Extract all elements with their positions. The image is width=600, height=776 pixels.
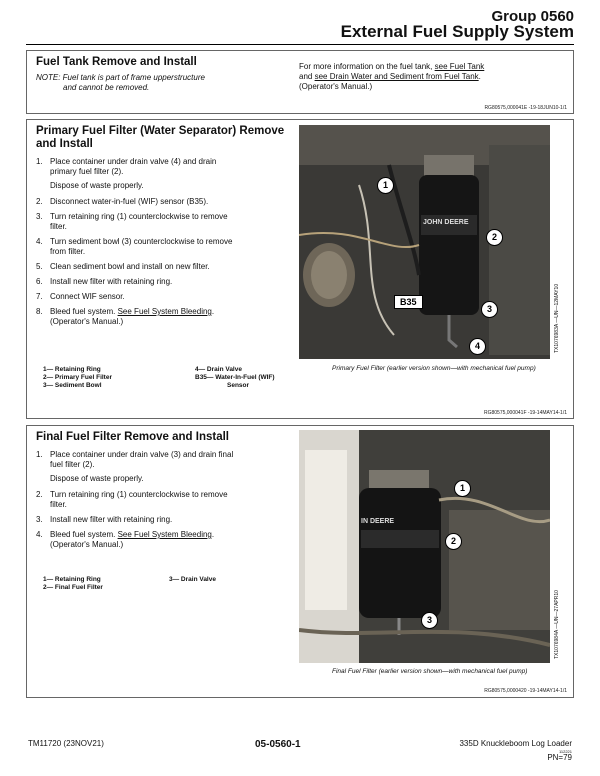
step-text: Place container under drain valve (4) and drain <box>50 157 217 166</box>
photo-illustration <box>299 430 550 663</box>
callout-1: 1 <box>377 177 394 194</box>
step-text: (Operator's Manual.) <box>50 540 124 549</box>
footer-tiny-code: 112221 <box>558 749 572 754</box>
step-text: filter. <box>50 500 67 509</box>
info-line-2 <box>299 72 569 82</box>
legend-item: 3— Drain Valve <box>169 576 216 583</box>
dispose-note: Dispose of waste properly. <box>50 474 144 483</box>
callout-2: 2 <box>486 229 503 246</box>
step-text: . <box>211 530 215 539</box>
see-fuel-tank-link[interactable]: see Fuel Tank <box>434 62 485 71</box>
step-text: fuel filter (2). <box>50 460 95 469</box>
step-text: Turn retaining ring (1) counterclockwise to remove <box>50 212 228 221</box>
step-number: 7. <box>36 292 43 301</box>
section-title-line-2: and Install <box>36 138 93 150</box>
fuel-system-bleeding-link[interactable]: See Fuel System Bleeding <box>117 307 212 316</box>
step-5 <box>36 262 288 272</box>
step-8 <box>36 307 288 327</box>
section-title-line-1: Primary Fuel Filter (Water Separator) Remove <box>36 125 285 137</box>
footer-doc-id: TM11720 (23NOV21) <box>28 739 104 748</box>
photo-id: TX1076983A —UN—12MAY10 <box>554 283 560 353</box>
section-title: Final Fuel Filter Remove and Install <box>36 431 229 443</box>
legend-right <box>169 576 216 584</box>
step-2 <box>36 490 292 510</box>
step-text: Disconnect water-in-fuel (WIF) sensor (B35). <box>50 197 209 206</box>
primary-fuel-filter-photo <box>299 125 550 359</box>
legend-item: 3— Sediment Bowl <box>43 382 102 389</box>
callout-b35: B35 <box>394 295 423 309</box>
legend-item: B35— Water-In-Fuel (WIF) <box>195 374 275 381</box>
step-number: 8. <box>36 307 43 316</box>
step-text: Turn retaining ring (1) counterclockwise to remove <box>50 490 228 499</box>
footer-machine: 335D Knuckleboom Log Loader <box>459 739 572 748</box>
step-7 <box>36 292 288 302</box>
legend-left <box>43 576 103 592</box>
step-text: Bleed fuel system. <box>50 530 118 539</box>
info-line-3: (Operator's Manual.) <box>299 82 373 91</box>
section-final-filter <box>26 425 574 698</box>
legend-right <box>195 366 275 390</box>
note-line-1: NOTE: Fuel tank is part of frame upperstructure <box>36 73 205 82</box>
photo-illustration <box>299 125 550 359</box>
step-3 <box>36 515 292 525</box>
step-text: Clean sediment bowl and install on new filter. <box>50 262 210 271</box>
step-number: 3. <box>36 212 43 221</box>
step-6 <box>36 277 288 287</box>
step-1 <box>36 157 288 177</box>
step-4 <box>36 530 292 550</box>
footer-pn: PN=79 <box>547 753 572 762</box>
step-text: Turn sediment bowl (3) counterclockwise to remove <box>50 237 233 246</box>
step-number: 5. <box>36 262 43 271</box>
legend-item: 2— Final Fuel Filter <box>43 584 103 591</box>
step-text: (Operator's Manual.) <box>50 317 124 326</box>
step-text: Connect WIF sensor. <box>50 292 125 301</box>
reference-code: RG80575,000041F -19-14MAY14-1/1 <box>483 410 567 416</box>
info-text: For more information on the fuel tank, <box>299 62 435 71</box>
note-line-2: and cannot be removed. <box>63 83 150 92</box>
section-primary-filter <box>26 119 574 419</box>
step-4 <box>36 237 288 257</box>
filter-brand-label: IN DEERE <box>361 518 395 525</box>
fuel-system-bleeding-link[interactable]: See Fuel System Bleeding <box>117 530 212 539</box>
step-text: primary fuel filter (2). <box>50 167 124 176</box>
legend-item: Sensor <box>227 382 250 389</box>
info-text: . <box>478 72 481 81</box>
callout-1: 1 <box>454 480 471 497</box>
section-fuel-tank <box>26 50 574 114</box>
callout-2: 2 <box>445 533 462 550</box>
legend-left <box>43 366 112 390</box>
step-number: 2. <box>36 490 43 499</box>
final-fuel-filter-photo <box>299 430 550 663</box>
procedure-steps <box>36 450 292 555</box>
legend-item: 4— Drain Valve <box>195 366 242 373</box>
legend-item: 1— Retaining Ring <box>43 576 101 583</box>
photo-caption: Final Fuel Filter (earlier version shown—with mechanical fuel pump) <box>332 668 528 675</box>
step-text <box>50 530 292 540</box>
step-2 <box>36 197 288 207</box>
info-text: and <box>299 72 315 81</box>
step-number: 4. <box>36 237 43 246</box>
procedure-steps <box>36 157 288 332</box>
legend-item: 1— Retaining Ring <box>43 366 101 373</box>
step-number: 3. <box>36 515 43 524</box>
header-rule <box>26 44 574 45</box>
reference-code: RG80575,0000420 -19-14MAY14-1/1 <box>484 688 567 694</box>
info-line-1 <box>299 62 569 72</box>
legend-item: 2— Primary Fuel Filter <box>43 374 112 381</box>
section-title: Fuel Tank Remove and Install <box>36 56 197 68</box>
step-text: Install new filter with retaining ring. <box>50 515 173 524</box>
filter-brand-label: JOHN DEERE <box>423 219 469 226</box>
callout-3: 3 <box>481 301 498 318</box>
group-number: Group 0560 <box>491 8 574 25</box>
footer-page-number: 05-0560-1 <box>255 739 301 750</box>
photo-id: TX1076984A —UN—27APR10 <box>554 590 560 659</box>
step-number: 2. <box>36 197 43 206</box>
photo-caption: Primary Fuel Filter (earlier version shown—with mechanical fuel pump) <box>332 365 536 372</box>
step-1 <box>36 450 292 470</box>
see-drain-water-link[interactable]: see Drain Water and Sediment from Fuel Tank <box>314 72 479 81</box>
step-text <box>50 307 288 317</box>
step-number: 4. <box>36 530 43 539</box>
step-number: 1. <box>36 450 43 459</box>
step-text: filter. <box>50 222 67 231</box>
reference-code: RG80575,000041E -19-18JUN10-1/1 <box>484 105 567 111</box>
step-3 <box>36 212 288 232</box>
step-text: . <box>211 307 215 316</box>
dispose-note: Dispose of waste properly. <box>50 181 144 190</box>
step-text: Install new filter with retaining ring. <box>50 277 173 286</box>
page-title: External Fuel Supply System <box>340 22 574 41</box>
callout-3: 3 <box>421 612 438 629</box>
callout-4: 4 <box>469 338 486 355</box>
step-number: 1. <box>36 157 43 166</box>
step-text: Place container under drain valve (3) and drain final <box>50 450 234 459</box>
step-text: Bleed fuel system. <box>50 307 118 316</box>
step-text: from filter. <box>50 247 86 256</box>
step-number: 6. <box>36 277 43 286</box>
